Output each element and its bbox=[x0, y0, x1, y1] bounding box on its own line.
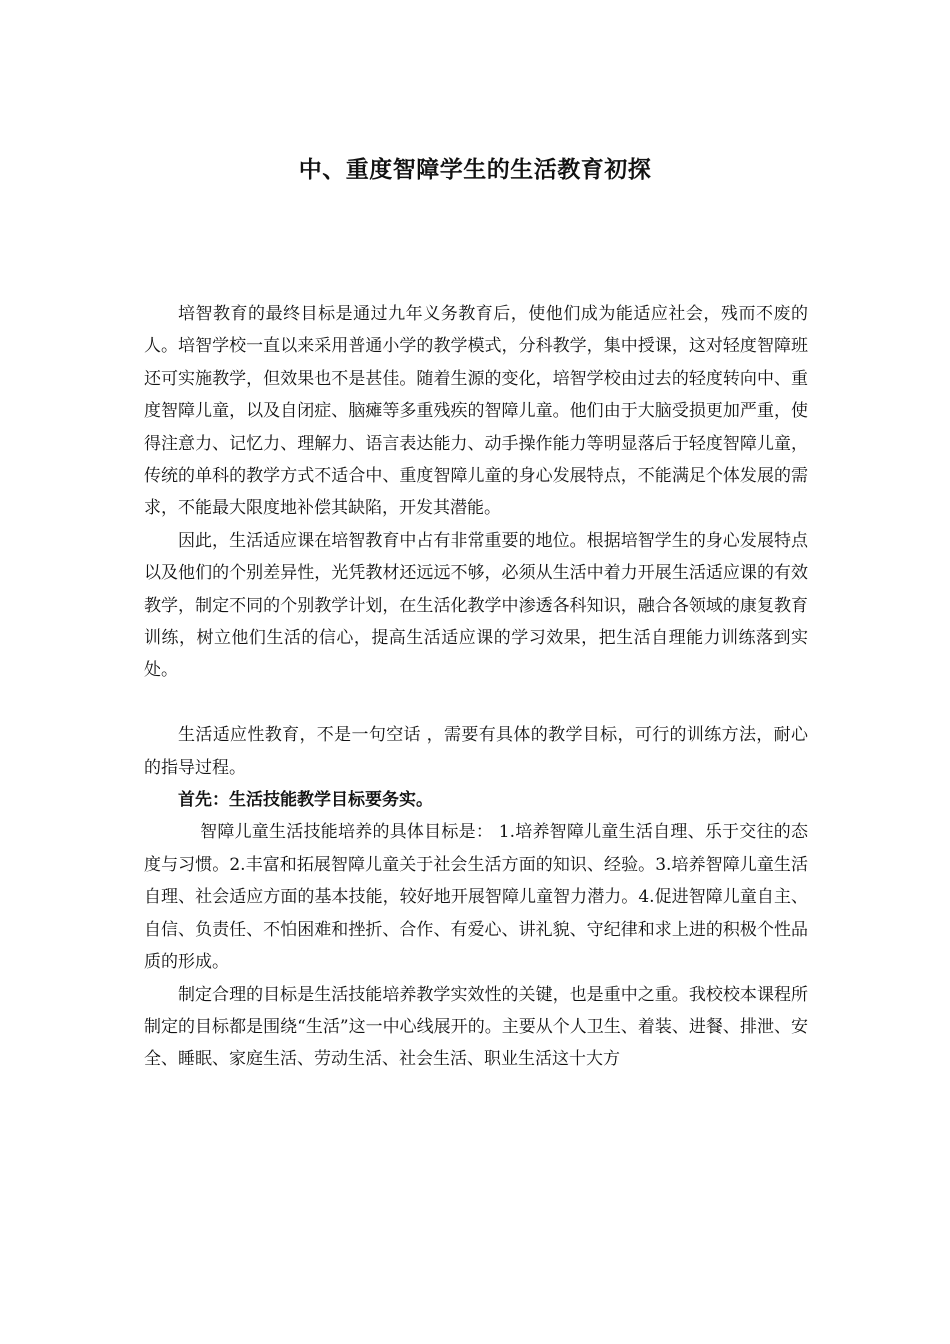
paragraph-intro: 培智教育的最终目标是通过九年义务教育后，使他们成为能适应社会，残而不废的人。培智学校一直以来采用普通小学的教学模式，分科教学，集中授课，这对轻度智障班还可实施教学，但效果也不是甚佳。随着生源的变化，培智学校由过去的轻度转向中、重度智障儿童，以及自闭症、脑瘫等多重残疾的智障儿童。他们由于大脑受损更加严重，使得注意力、记忆力、理解力、语言表达能力、动手操作能力等明显落后于轻度智障儿童，传统的单科的教学方式不适合中、重度智障儿童的身心发展特点，不能满足个体发展的需求，不能最大限度地补偿其缺陷，开发其潜能。 bbox=[144, 304, 808, 519]
paragraph-approach: 生活适应性教育，不是一句空话 ，需要有具体的教学目标，可行的训练方法，耐心的指导过程。 bbox=[144, 725, 808, 778]
section-heading-goals: 首先：生活技能教学目标要务实。 bbox=[178, 790, 433, 811]
paragraph-gap bbox=[144, 687, 808, 719]
document-title: 中、重度智障学生的生活教育初探 bbox=[298, 157, 652, 183]
paragraph-goals-list: 智障儿童生活技能培养的具体目标是： 1.培养智障儿童生活自理、乐于交往的态度与习惯。2.丰富和拓展智障儿童关于社会生活方面的知识、经验。3.培养智障儿童生活自理、社会适应方面的基本技能，较好地开展智障儿童智力潜力。4.促进智障儿童自主、自信、负责任、不怕困难和挫折、合作、有爱心、讲礼貌、守纪律和求上进的积极个性品质的形成。 bbox=[144, 822, 808, 973]
paragraph-importance: 因此，生活适应课在培智教育中占有非常重要的地位。根据培智学生的身心发展特点以及他们的个别差异性，光凭教材还远远不够，必须从生活中着力开展生活适应课的有效教学，制定不同的个别教学计划，在生活化教学中渗透各科知识，融合各领域的康复教育训练，树立他们生活的信心，提高生活适应课的学习效果，把生活自理能力训练落到实处。 bbox=[144, 530, 808, 681]
paragraph-goal-setting: 制定合理的目标是生活技能培养教学实效性的关键，也是重中之重。我校校本课程所制定的目标都是围绕“生活”这一中心线展开的。主要从个人卫生、着装、进餐、排泄、安全、睡眠、家庭生活、劳动生活、社会生活、职业生活这十大方 bbox=[144, 984, 808, 1070]
document-body bbox=[144, 298, 808, 1076]
